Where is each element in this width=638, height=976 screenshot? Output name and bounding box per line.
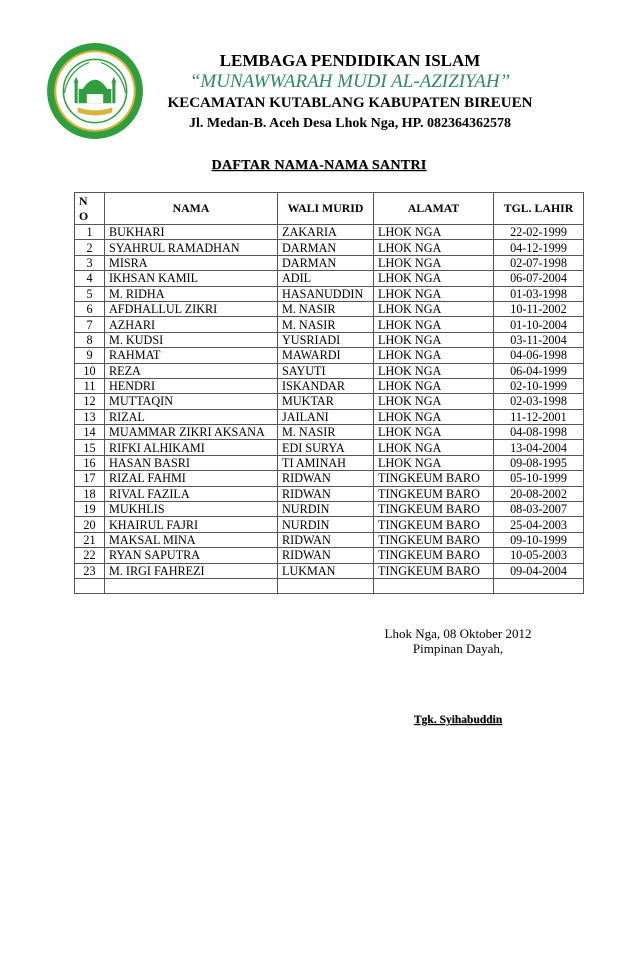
letterhead: [150, 50, 550, 134]
cell-no: 5: [75, 286, 105, 301]
cell-tgl: 08-03-2007: [494, 502, 584, 517]
cell-tgl: 10-05-2003: [494, 548, 584, 563]
cell-alamat: TINGKEUM BARO: [374, 532, 494, 547]
cell-nama: RIZAL: [105, 409, 278, 424]
table-row: [75, 517, 584, 532]
cell-no: 15: [75, 440, 105, 455]
cell-wali: JAILANI: [278, 409, 374, 424]
cell-alamat: LHOK NGA: [374, 455, 494, 470]
cell-alamat: TINGKEUM BARO: [374, 486, 494, 501]
document-title: DAFTAR NAMA-NAMA SANTRI: [211, 158, 427, 173]
cell-nama: KHAIRUL FAJRI: [105, 517, 278, 532]
table-row: [75, 471, 584, 486]
header-nama: NAMA: [105, 193, 278, 225]
table-row: [75, 548, 584, 563]
santri-table: [74, 192, 584, 594]
cell-nama: RAHMAT: [105, 348, 278, 363]
cell-empty: [75, 578, 105, 593]
cell-no: 13: [75, 409, 105, 424]
cell-no: 1: [75, 225, 105, 240]
cell-no: 10: [75, 363, 105, 378]
institution-seal-icon: [44, 40, 146, 142]
cell-wali: LUKMAN: [278, 563, 374, 578]
cell-wali: YUSRIADI: [278, 332, 374, 347]
cell-wali: DARMAN: [278, 255, 374, 270]
cell-nama: RIZAL FAHMI: [105, 471, 278, 486]
cell-nama: REZA: [105, 363, 278, 378]
institution-type: LEMBAGA PENDIDIKAN ISLAM: [219, 51, 481, 70]
cell-no: 14: [75, 425, 105, 440]
cell-nama: RIVAL FAZILA: [105, 486, 278, 501]
cell-nama: RIFKI ALHIKAMI: [105, 440, 278, 455]
table-row: [75, 301, 584, 316]
header-no-text: N O: [79, 193, 89, 223]
cell-wali: MUKTAR: [278, 394, 374, 409]
cell-no: 7: [75, 317, 105, 332]
table-row: [75, 348, 584, 363]
institution-address: Jl. Medan-B. Aceh Desa Lhok Nga, HP. 082364362578: [189, 116, 511, 131]
cell-nama: SYAHRUL RAMADHAN: [105, 240, 278, 255]
table-row: [75, 255, 584, 270]
signature-role: Pimpinan Dayah,: [412, 641, 504, 656]
table-row: [75, 532, 584, 547]
cell-nama: MUTTAQIN: [105, 394, 278, 409]
table-row-empty: [75, 578, 584, 593]
cell-alamat: LHOK NGA: [374, 348, 494, 363]
cell-tgl: 11-12-2001: [494, 409, 584, 424]
cell-no: 11: [75, 378, 105, 393]
cell-tgl: 04-08-1998: [494, 425, 584, 440]
cell-alamat: LHOK NGA: [374, 394, 494, 409]
table-row: [75, 378, 584, 393]
cell-nama: M. RIDHA: [105, 286, 278, 301]
cell-alamat: LHOK NGA: [374, 378, 494, 393]
cell-no: 21: [75, 532, 105, 547]
cell-wali: RIDWAN: [278, 486, 374, 501]
signature-place-date: Lhok Nga, 08 Oktober 2012: [384, 626, 532, 641]
cell-alamat: TINGKEUM BARO: [374, 471, 494, 486]
cell-alamat: LHOK NGA: [374, 271, 494, 286]
header-tgl: TGL. LAHIR: [494, 193, 584, 225]
cell-nama: M. KUDSI: [105, 332, 278, 347]
cell-alamat: LHOK NGA: [374, 332, 494, 347]
cell-no: 6: [75, 301, 105, 316]
cell-nama: MUKHLIS: [105, 502, 278, 517]
cell-empty: [494, 578, 584, 593]
cell-alamat: LHOK NGA: [374, 255, 494, 270]
cell-no: 16: [75, 455, 105, 470]
cell-no: 17: [75, 471, 105, 486]
cell-empty: [374, 578, 494, 593]
cell-tgl: 20-08-2002: [494, 486, 584, 501]
cell-no: 9: [75, 348, 105, 363]
cell-wali: SAYUTI: [278, 363, 374, 378]
cell-tgl: 09-04-2004: [494, 563, 584, 578]
table-row: [75, 240, 584, 255]
institution-name: “MUNAWWARAH MUDI AL-AZIZIYAH”: [189, 71, 511, 92]
cell-no: 3: [75, 255, 105, 270]
cell-tgl: 06-04-1999: [494, 363, 584, 378]
header-alamat: ALAMAT: [374, 193, 494, 225]
cell-wali: EDI SURYA: [278, 440, 374, 455]
table-row: [75, 455, 584, 470]
cell-wali: DARMAN: [278, 240, 374, 255]
cell-wali: ADIL: [278, 271, 374, 286]
cell-wali: ZAKARIA: [278, 225, 374, 240]
cell-nama: BUKHARI: [105, 225, 278, 240]
table-row: [75, 563, 584, 578]
cell-tgl: 05-10-1999: [494, 471, 584, 486]
cell-alamat: LHOK NGA: [374, 363, 494, 378]
cell-wali: ISKANDAR: [278, 378, 374, 393]
cell-tgl: 10-11-2002: [494, 301, 584, 316]
cell-wali: RIDWAN: [278, 471, 374, 486]
cell-no: 2: [75, 240, 105, 255]
table-header-row: [75, 193, 584, 225]
cell-tgl: 13-04-2004: [494, 440, 584, 455]
cell-empty: [105, 578, 278, 593]
cell-wali: M. NASIR: [278, 425, 374, 440]
cell-wali: RIDWAN: [278, 548, 374, 563]
cell-alamat: LHOK NGA: [374, 286, 494, 301]
table-row: [75, 502, 584, 517]
cell-wali: HASANUDDIN: [278, 286, 374, 301]
cell-wali: NURDIN: [278, 502, 374, 517]
cell-alamat: LHOK NGA: [374, 225, 494, 240]
cell-wali: M. NASIR: [278, 301, 374, 316]
cell-tgl: 09-10-1999: [494, 532, 584, 547]
cell-no: 4: [75, 271, 105, 286]
cell-tgl: 06-07-2004: [494, 271, 584, 286]
table-row: [75, 394, 584, 409]
cell-wali: M. NASIR: [278, 317, 374, 332]
cell-nama: M. IRGI FAHREZI: [105, 563, 278, 578]
header-wali: WALI MURID: [278, 193, 374, 225]
cell-nama: HENDRI: [105, 378, 278, 393]
cell-alamat: TINGKEUM BARO: [374, 548, 494, 563]
cell-nama: MISRA: [105, 255, 278, 270]
signature-block: [368, 626, 548, 656]
cell-tgl: 01-10-2004: [494, 317, 584, 332]
cell-tgl: 04-12-1999: [494, 240, 584, 255]
signature-name: Tgk. Syihabuddin: [413, 714, 503, 726]
cell-nama: HASAN BASRI: [105, 455, 278, 470]
cell-alamat: LHOK NGA: [374, 425, 494, 440]
cell-alamat: TINGKEUM BARO: [374, 517, 494, 532]
cell-wali: TI AMINAH: [278, 455, 374, 470]
cell-no: 20: [75, 517, 105, 532]
table-row: [75, 425, 584, 440]
cell-tgl: 02-07-1998: [494, 255, 584, 270]
table-row: [75, 409, 584, 424]
cell-wali: NURDIN: [278, 517, 374, 532]
cell-wali: MAWARDI: [278, 348, 374, 363]
cell-alamat: LHOK NGA: [374, 409, 494, 424]
cell-tgl: 02-10-1999: [494, 378, 584, 393]
cell-nama: IKHSAN KAMIL: [105, 271, 278, 286]
cell-tgl: 02-03-1998: [494, 394, 584, 409]
cell-tgl: 01-03-1998: [494, 286, 584, 301]
cell-no: 12: [75, 394, 105, 409]
table-row: [75, 486, 584, 501]
table-row: [75, 332, 584, 347]
cell-empty: [278, 578, 374, 593]
cell-no: 23: [75, 563, 105, 578]
cell-tgl: 25-04-2003: [494, 517, 584, 532]
cell-alamat: TINGKEUM BARO: [374, 502, 494, 517]
cell-nama: AFDHALLUL ZIKRI: [105, 301, 278, 316]
cell-alamat: LHOK NGA: [374, 240, 494, 255]
cell-no: 8: [75, 332, 105, 347]
cell-tgl: 09-08-1995: [494, 455, 584, 470]
cell-nama: MAKSAL MINA: [105, 532, 278, 547]
institution-district: KECAMATAN KUTABLANG KABUPATEN BIREUEN: [167, 95, 533, 111]
cell-tgl: 22-02-1999: [494, 225, 584, 240]
cell-alamat: LHOK NGA: [374, 440, 494, 455]
table-row: [75, 363, 584, 378]
header-no: [75, 193, 105, 225]
cell-tgl: 03-11-2004: [494, 332, 584, 347]
table-row: [75, 317, 584, 332]
cell-nama: RYAN SAPUTRA: [105, 548, 278, 563]
cell-nama: MUAMMAR ZIKRI AKSANA: [105, 425, 278, 440]
cell-no: 19: [75, 502, 105, 517]
cell-alamat: LHOK NGA: [374, 317, 494, 332]
cell-no: 18: [75, 486, 105, 501]
cell-no: 22: [75, 548, 105, 563]
table-row: [75, 271, 584, 286]
cell-wali: RIDWAN: [278, 532, 374, 547]
cell-tgl: 04-06-1998: [494, 348, 584, 363]
table-row: [75, 225, 584, 240]
table-row: [75, 286, 584, 301]
table-row: [75, 440, 584, 455]
cell-alamat: LHOK NGA: [374, 301, 494, 316]
cell-nama: AZHARI: [105, 317, 278, 332]
cell-alamat: TINGKEUM BARO: [374, 563, 494, 578]
